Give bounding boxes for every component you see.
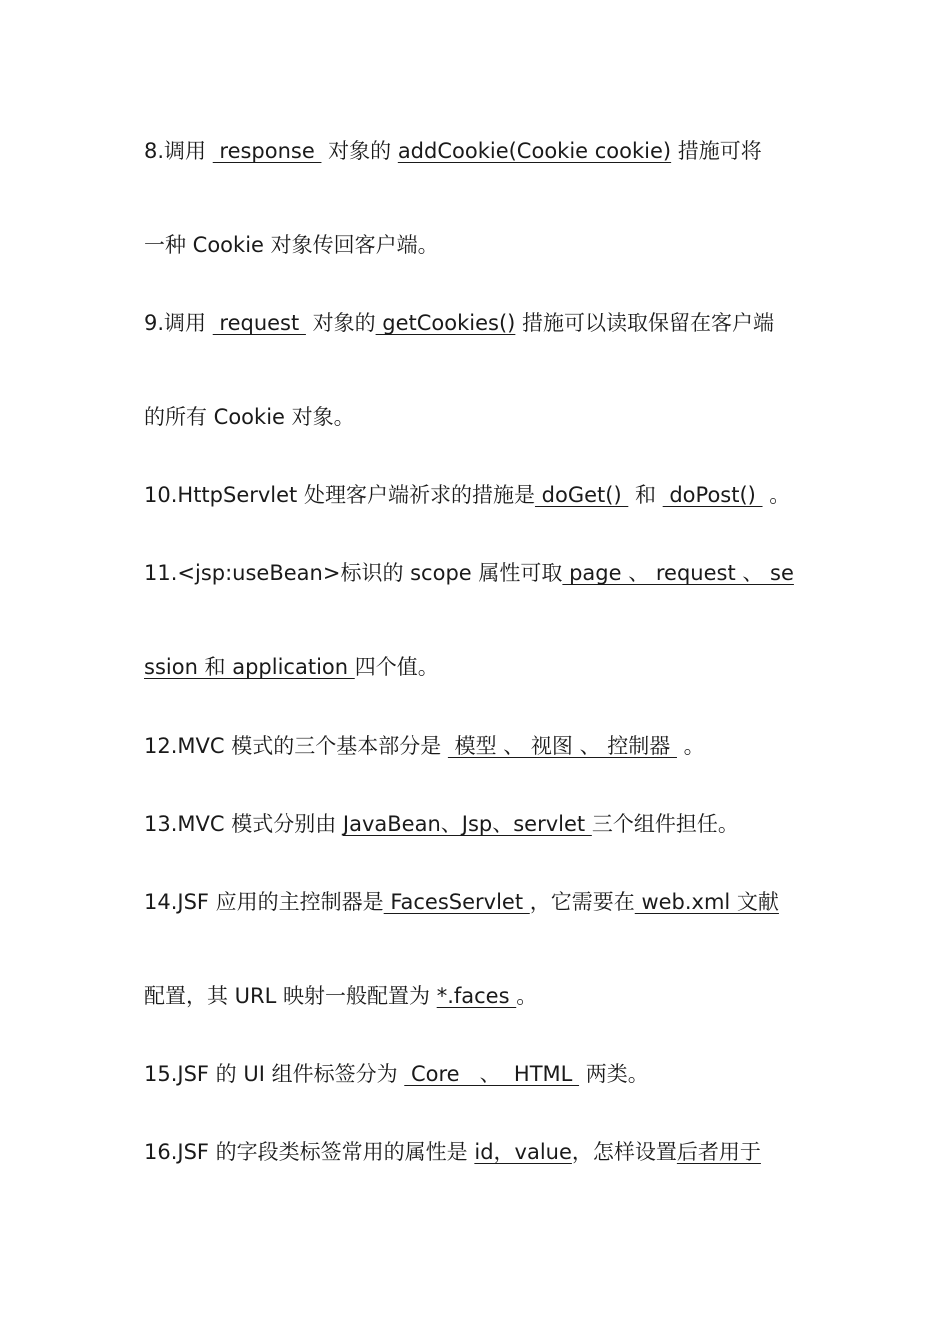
text-segment: 和	[628, 483, 663, 507]
text-segment: 11.<jsp:useBean>标识的 scope 属性可取	[144, 561, 563, 585]
answer-blank: getCookies()	[375, 311, 516, 335]
answer-blank: 后者用于	[676, 1140, 761, 1164]
text-segment: 两类。	[579, 1062, 649, 1086]
answer-blank: page 、 request 、 se	[562, 561, 794, 585]
text-segment: 措施可以读取保留在客户端	[515, 311, 775, 335]
text-segment: ，它需要在	[529, 890, 635, 914]
answer-blank: 模型 、 视图 、 控制器	[447, 734, 677, 758]
text-line-13	[144, 809, 808, 839]
answer-blank: request	[212, 311, 306, 335]
text-segment: 12.MVC 模式的三个基本部分是	[144, 734, 448, 758]
answer-blank: id，value	[474, 1140, 572, 1164]
text-line-9	[144, 308, 808, 338]
text-segment: 14.JSF 应用的主控制器是	[144, 890, 384, 914]
text-line-12	[144, 731, 808, 761]
text-segment: 的所有 Cookie 对象。	[144, 405, 355, 429]
answer-blank: addCookie(Cookie cookie)	[397, 139, 672, 163]
text-segment: 对象的	[321, 139, 398, 163]
answer-blank: *.faces	[436, 984, 517, 1008]
text-segment: 9.调用	[144, 311, 213, 335]
text-line-8-cont	[144, 230, 808, 260]
text-segment: 15.JSF 的 UI 组件标签分为	[144, 1062, 405, 1086]
text-line-11-cont	[144, 652, 808, 682]
text-segment: 措施可将	[671, 139, 762, 163]
text-segment: 13.MVC 模式分别由	[144, 812, 343, 836]
text-segment: 。	[516, 984, 538, 1008]
answer-blank: Core 、 HTML	[404, 1062, 580, 1086]
text-line-14	[144, 887, 808, 917]
answer-blank: response	[212, 139, 322, 163]
text-line-9-cont	[144, 402, 808, 432]
text-line-11	[144, 558, 808, 588]
text-segment: 8.调用	[144, 139, 213, 163]
text-segment: 。	[762, 483, 791, 507]
text-segment: 一种 Cookie 对象传回客户端。	[144, 233, 439, 257]
text-segment: 四个值。	[354, 655, 439, 679]
text-segment: ，怎样设置	[571, 1140, 677, 1164]
text-segment: 对象的	[305, 311, 376, 335]
text-segment: 16.JSF 的字段类标签常用的属性是	[144, 1140, 475, 1164]
answer-blank: FacesServlet	[383, 890, 530, 914]
text-line-16	[144, 1137, 808, 1167]
answer-blank: doGet()	[534, 483, 629, 507]
text-segment: 10.HttpServlet 处理客户端祈求的措施是	[144, 483, 535, 507]
text-line-8	[144, 136, 808, 166]
text-segment: 。	[676, 734, 705, 758]
text-segment: 配置，其 URL 映射一般配置为	[144, 984, 437, 1008]
answer-blank: JavaBean、Jsp、servlet	[342, 812, 592, 836]
text-line-14-cont	[144, 981, 808, 1011]
text-line-15	[144, 1059, 808, 1089]
answer-blank: doPost()	[662, 483, 763, 507]
text-segment: 三个组件担任。	[591, 812, 739, 836]
text-line-10	[144, 480, 808, 510]
answer-blank: web.xml 文献	[634, 890, 779, 914]
answer-blank: ssion 和 application	[144, 655, 355, 679]
